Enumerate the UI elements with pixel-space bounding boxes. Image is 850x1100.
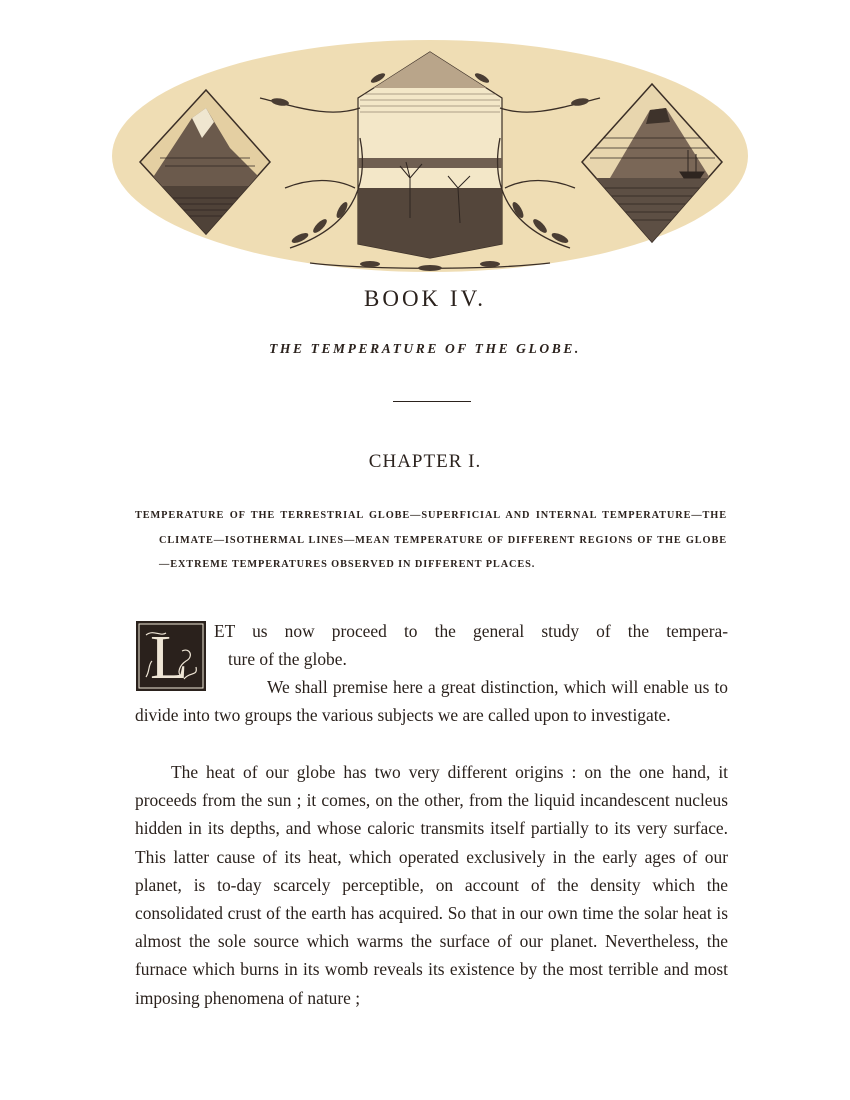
- dropcap-letter: L: [150, 624, 188, 691]
- chapter-heading: CHAPTER I.: [368, 451, 482, 472]
- book-title: BOOK IV.: [364, 286, 486, 311]
- paragraph-2: We shall premise here a great distinction, which will enable us to divide into two groups the various subjects we are called upon to investigate.: [135, 677, 728, 726]
- paragraph-3: The heat of our globe has two very different origins : on the one hand, it proceeds from the sun ; it comes, on the other, from the liquid incandescent nucleus hidden in its depths, and whose caloric transmits itself partially to its very surface. This latter cause of its heat, which operated exclusively in the early ages of our planet, is to-day scarcely perceptible, on account of the density which the consolidated crust of the earth has acquired. So that in our own time the solar heat is almost the sole source which warms the surface of our planet. Nevertheless, the furnace which burns in its womb reveals its existence by the most terrible and most imposing phenomena of nature ;: [135, 762, 728, 1008]
- book-subtitle: THE TEMPERATURE OF THE GLOBE.: [269, 341, 581, 356]
- paragraph-1-line-2: ture of the globe.: [228, 649, 347, 669]
- headpiece-illustration: [110, 38, 750, 274]
- section-divider: [393, 401, 471, 402]
- chapter-summary: TEMPERATURE OF THE TERRESTRIAL GLOBE—SUPERFICIAL AND INTERNAL TEMPERATURE—THE CLIMATE—ISOTHERMAL LINES—MEAN TEMPERATURE OF DIFFERENT REGIONS OF THE GLOBE—EXTREME TEMPERATURES OBSERVED IN DIFFERENT PLACES.: [135, 510, 727, 570]
- paragraph-1-line-1: ET us now proceed to the general study of the tempera-: [214, 621, 728, 641]
